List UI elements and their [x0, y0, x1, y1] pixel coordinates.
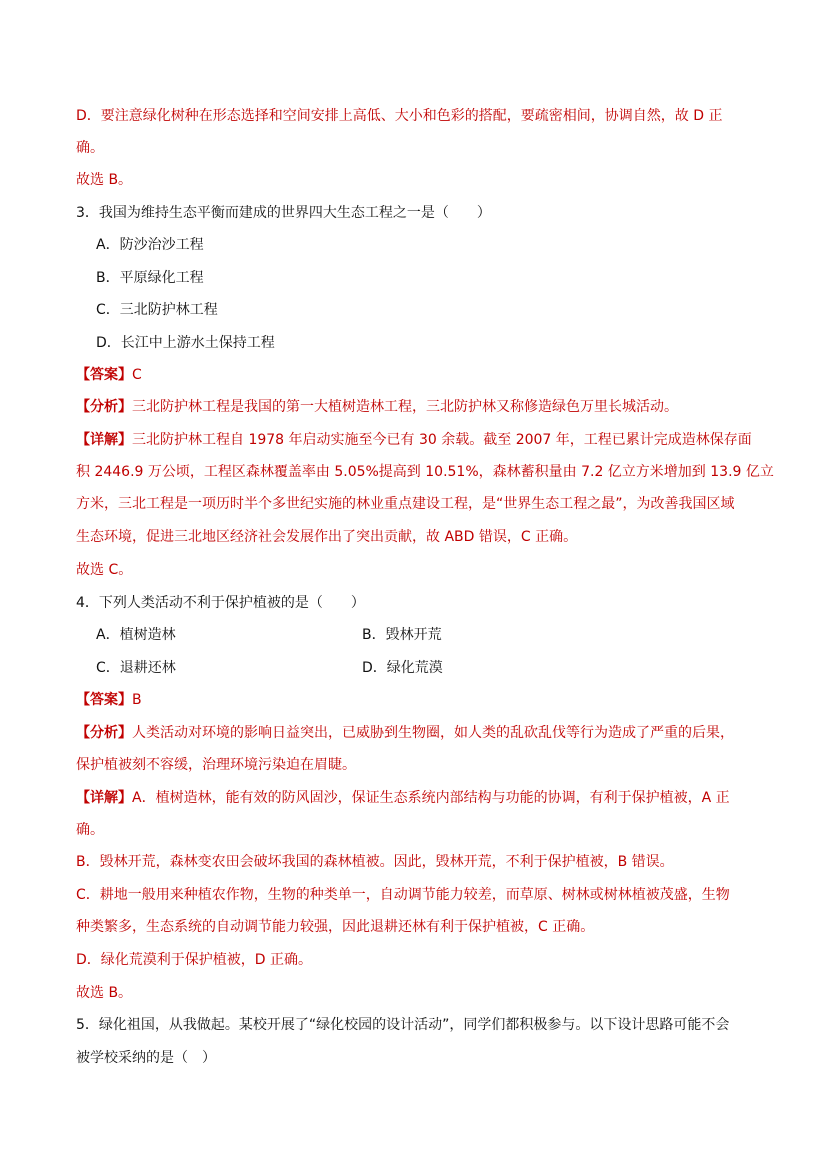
q3-conclusion: 故选 C。: [76, 562, 133, 578]
q2-option-d-line2: 确。: [76, 140, 104, 156]
q3-option-a: A．防沙治沙工程: [96, 237, 204, 253]
q4-analysis-row: [76, 723, 734, 743]
analysis-text: 人类活动对环境的影响日益突出，已威胁到生物圈，如人类的乱砍乱伐等行为造成了严重的后果，: [132, 725, 734, 741]
q4-detail-a-line2: 确。: [76, 822, 104, 838]
q4-stem: 4．下列人类活动不利于保护植被的是（ ）: [76, 595, 365, 611]
q3-option-c: C．三北防护林工程: [96, 302, 218, 318]
q3-stem: 3．我国为维持生态平衡而建成的世界四大生态工程之一是（ ）: [76, 205, 491, 221]
analysis-label: 【分析】: [76, 399, 132, 415]
detail-text: 三北防护林工程自 1978 年启动实施至今已有 30 余载。截至 2007 年，工程已累计完成造林保存面: [132, 432, 752, 448]
q4-option-d: D．绿化荒漠: [362, 660, 443, 676]
answer-label: 【答案】: [76, 692, 132, 708]
q4-analysis-line2: 保护植被刻不容缓，治理环境污染迫在眉睫。: [76, 757, 356, 773]
q4-detail-d: D．绿化荒漠利于保护植被，D 正确。: [76, 952, 313, 968]
q4-detail-row: [76, 788, 730, 808]
q5-stem-line2: 被学校采纳的是（ ）: [76, 1050, 216, 1066]
q3-detail-line2: 积 2446.9 万公顷，工程区森林覆盖率由 5.05%提高到 10.51%，森林蓄积量由 7.2 亿立方米增加到 13.9 亿立: [76, 464, 774, 480]
q3-detail-row: [76, 430, 752, 450]
detail-label: 【详解】: [76, 790, 132, 806]
q2-conclusion: 故选 B。: [76, 172, 133, 188]
answer-value: C: [132, 367, 142, 383]
q2-option-d-line1: D．要注意绿化树种在形态选择和空间安排上高低、大小和色彩的搭配，要疏密相间，协调自然，故 D 正: [76, 108, 723, 124]
q3-answer-row: [76, 365, 142, 385]
q5-stem-line1: 5．绿化祖国，从我做起。某校开展了“绿化校园的设计活动”，同学们都积极参与。以下设计思路可能不会: [76, 1017, 730, 1033]
answer-label: 【答案】: [76, 367, 132, 383]
detail-label: 【详解】: [76, 432, 132, 448]
q4-option-c: C．退耕还林: [96, 660, 176, 676]
q3-analysis-row: [76, 397, 678, 417]
q3-detail-line3: 方米，三北工程是一项历时半个多世纪实施的林业重点建设工程，是“世界生态工程之最”，为改善我国区域: [76, 496, 735, 512]
detail-text: A．植树造林，能有效的防风固沙，保证生态系统内部结构与功能的协调，有利于保护植被，A 正: [132, 790, 730, 806]
q3-option-b: B．平原绿化工程: [96, 270, 204, 286]
q3-option-d: D．长江中上游水土保持工程: [96, 335, 275, 351]
q3-detail-line4: 生态环境，促进三北地区经济社会发展作出了突出贡献，故 ABD 错误，C 正确。: [76, 529, 578, 545]
q4-detail-c-line2: 种类繁多，生态系统的自动调节能力较强，因此退耕还林有利于保护植被，C 正确。: [76, 919, 595, 935]
q4-option-b: B．毁林开荒: [362, 627, 442, 643]
q4-conclusion: 故选 B。: [76, 985, 133, 1001]
q4-answer-row: [76, 690, 142, 710]
q4-detail-c-line1: C．耕地一般用来种植农作物，生物的种类单一，自动调节能力较差，而草原、树林或树林植被茂盛，生物: [76, 887, 730, 903]
q4-detail-b: B．毁林开荒，森林变农田会破坏我国的森林植被。因此，毁林开荒，不利于保护植被，B 错误。: [76, 854, 674, 870]
q4-option-a: A．植树造林: [96, 627, 176, 643]
answer-value: B: [132, 692, 142, 708]
analysis-label: 【分析】: [76, 725, 132, 741]
analysis-text: 三北防护林工程是我国的第一大植树造林工程，三北防护林又称修造绿色万里长城活动。: [132, 399, 678, 415]
